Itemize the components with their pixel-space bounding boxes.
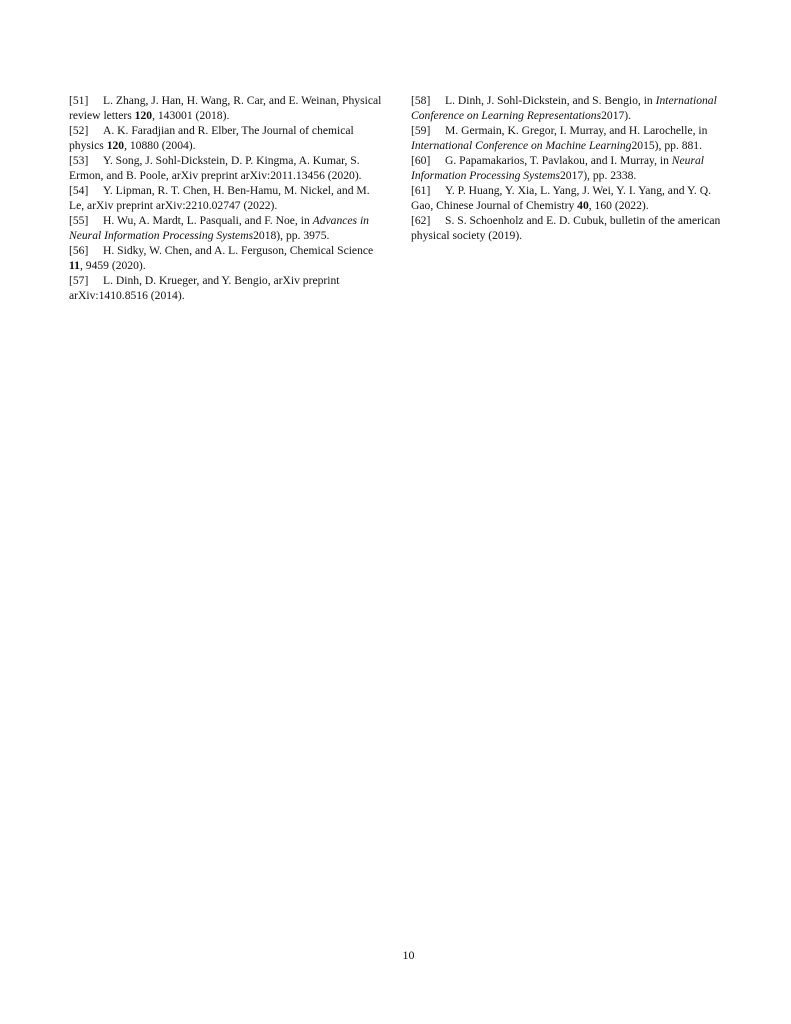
venue-title: Advances in Neural Information Processing Systems xyxy=(69,214,369,242)
reference-text: S. S. Schoenholz and E. D. Cubuk, bulletin of the american physical society (2019). xyxy=(411,214,721,242)
reference-text: Y. Song, J. Sohl-Dickstein, D. P. Kingma, A. Kumar, S. Ermon, and B. Poole, arXiv preprint arXiv:2011.13456 (2020). xyxy=(69,154,362,182)
reference-number: [57] xyxy=(69,274,89,287)
reference-text: G. Papamakarios, T. Pavlakou, and I. Murray, in xyxy=(445,154,672,167)
reference-entry xyxy=(69,183,384,213)
reference-entry xyxy=(69,93,384,123)
reference-number: [54] xyxy=(69,184,89,197)
reference-number: [53] xyxy=(69,154,89,167)
reference-entry xyxy=(411,153,726,183)
volume-number: 11 xyxy=(69,259,80,272)
volume-number: 40 xyxy=(577,199,589,212)
reference-number: [56] xyxy=(69,244,89,257)
reference-entry xyxy=(69,243,384,273)
reference-number: [60] xyxy=(411,154,431,167)
reference-text: 2017). xyxy=(601,109,632,122)
reference-entry xyxy=(69,153,384,183)
reference-text: , 143001 (2018). xyxy=(152,109,230,122)
reference-entry xyxy=(411,183,726,213)
reference-text: 2015), pp. 881. xyxy=(631,139,702,152)
reference-number: [52] xyxy=(69,124,89,137)
reference-text: M. Germain, K. Gregor, I. Murray, and H. Larochelle, in xyxy=(445,124,708,137)
reference-text: Y. P. Huang, Y. Xia, L. Yang, J. Wei, Y. I. Yang, and Y. Q. Gao, Chinese Journal of Chemistry xyxy=(411,184,711,212)
reference-number: [51] xyxy=(69,94,89,107)
venue-title: International Conference on Learning Representations xyxy=(411,94,717,122)
reference-text: Y. Lipman, R. T. Chen, H. Ben-Hamu, M. Nickel, and M. Le, arXiv preprint arXiv:2210.02747 (2022). xyxy=(69,184,370,212)
volume-number: 120 xyxy=(134,109,153,122)
reference-text: 2017), pp. 2338. xyxy=(560,169,637,182)
reference-text: , 10880 (2004). xyxy=(124,139,196,152)
reference-text: L. Zhang, J. Han, H. Wang, R. Car, and E. Weinan, Physical review letters xyxy=(69,94,382,122)
venue-title: International Conference on Machine Learning xyxy=(411,139,632,152)
reference-entry xyxy=(411,213,726,243)
volume-number: 120 xyxy=(106,139,125,152)
reference-number: [62] xyxy=(411,214,431,227)
page-number: 10 xyxy=(402,948,415,962)
references-right-column xyxy=(411,93,726,243)
reference-entry xyxy=(69,123,384,153)
reference-number: [55] xyxy=(69,214,89,227)
references-left-column xyxy=(69,93,384,303)
reference-text: H. Sidky, W. Chen, and A. L. Ferguson, Chemical Science xyxy=(103,244,374,257)
venue-title: Neural Information Processing Systems xyxy=(411,154,704,182)
reference-text: A. K. Faradjian and R. Elber, The Journal of chemical physics xyxy=(69,124,354,152)
reference-text: H. Wu, A. Mardt, L. Pasquali, and F. Noe, in xyxy=(103,214,313,227)
reference-text: , 160 (2022). xyxy=(588,199,649,212)
reference-entry xyxy=(69,213,384,243)
reference-number: [58] xyxy=(411,94,431,107)
reference-entry xyxy=(69,273,384,303)
reference-text: , 9459 (2020). xyxy=(79,259,146,272)
reference-entry xyxy=(411,123,726,153)
reference-entry xyxy=(411,93,726,123)
reference-text: L. Dinh, J. Sohl-Dickstein, and S. Bengio, in xyxy=(445,94,656,107)
reference-number: [61] xyxy=(411,184,431,197)
reference-text: L. Dinh, D. Krueger, and Y. Bengio, arXiv preprint arXiv:1410.8516 (2014). xyxy=(69,274,340,302)
reference-text: 2018), pp. 3975. xyxy=(253,229,330,242)
reference-number: [59] xyxy=(411,124,431,137)
